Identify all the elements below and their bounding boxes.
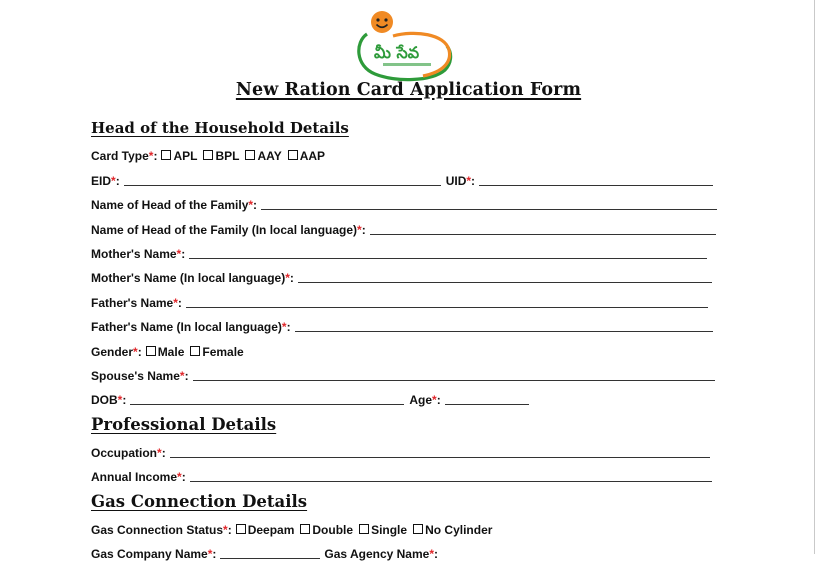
checkbox[interactable]: [359, 524, 369, 534]
smiley-face-icon: [371, 11, 393, 33]
eid-field[interactable]: [124, 185, 441, 186]
eid-label: EID: [91, 174, 112, 188]
card-type-option-aap[interactable]: AAP: [286, 149, 325, 163]
card-type-option-aay[interactable]: AAY: [243, 149, 281, 163]
mother-name-local-field[interactable]: [298, 282, 712, 283]
gas-option-double[interactable]: Double: [298, 523, 353, 537]
dob-age-row: DOB * : Age * :: [91, 389, 529, 407]
occupation-row: Occupation * :: [91, 442, 710, 460]
father-name-local-label: Father's Name (In local language): [91, 320, 282, 334]
head-name-local-field[interactable]: [370, 234, 716, 235]
mee-seva-logo: [353, 8, 457, 84]
checkbox[interactable]: [288, 150, 298, 160]
card-type-label: Card Type: [91, 149, 149, 163]
checkbox[interactable]: [236, 524, 246, 534]
checkbox[interactable]: [190, 346, 200, 356]
occupation-field[interactable]: [170, 457, 710, 458]
gas-company-label: Gas Company Name: [91, 547, 208, 561]
checkbox[interactable]: [413, 524, 423, 534]
uid-label: UID: [445, 174, 467, 188]
gas-company-agency-row: Gas Company Name * : Gas Agency Name * :: [91, 547, 438, 561]
gas-agency-label: Gas Agency Name: [324, 547, 430, 561]
mother-name-local-row: Mother's Name (In local language) * :: [91, 267, 712, 285]
checkbox[interactable]: [146, 346, 156, 356]
head-name-row: Name of Head of the Family * :: [91, 194, 717, 212]
annual-income-field[interactable]: [190, 481, 712, 482]
head-name-field[interactable]: [261, 209, 717, 210]
father-name-field[interactable]: [186, 307, 708, 308]
gas-company-field[interactable]: [220, 558, 320, 559]
mother-name-local-label: Mother's Name (In local language): [91, 271, 286, 285]
checkbox[interactable]: [161, 150, 171, 160]
gas-status-row: Gas Connection Status * : Deepam Double Single No Cylinder: [91, 523, 493, 537]
gas-option-no-cylinder[interactable]: No Cylinder: [411, 523, 492, 537]
gender-row: Gender * : Male Female: [91, 345, 244, 359]
father-name-label: Father's Name: [91, 296, 174, 310]
gender-option-female[interactable]: Female: [188, 345, 243, 359]
spouse-name-field[interactable]: [193, 380, 715, 381]
section-heading-professional: Professional Details: [91, 415, 277, 434]
card-type-option-apl[interactable]: APL: [159, 149, 197, 163]
age-label: Age: [409, 393, 433, 407]
section-heading-gas: Gas Connection Details: [91, 492, 308, 511]
head-name-label: Name of Head of the Family: [91, 198, 249, 212]
gas-option-single[interactable]: Single: [357, 523, 407, 537]
head-name-local-label: Name of Head of the Family (In local language): [91, 223, 358, 237]
dob-field[interactable]: [130, 404, 404, 405]
mother-name-row: Mother's Name * :: [91, 243, 707, 261]
father-name-local-field[interactable]: [295, 331, 713, 332]
spouse-name-row: Spouse's Name * :: [91, 365, 715, 383]
gas-option-deepam[interactable]: Deepam: [234, 523, 295, 537]
gender-label: Gender: [91, 345, 134, 359]
checkbox[interactable]: [300, 524, 310, 534]
uid-field[interactable]: [479, 185, 713, 186]
annual-income-label: Annual Income: [91, 470, 178, 484]
gender-option-male[interactable]: Male: [144, 345, 185, 359]
card-type-option-bpl[interactable]: BPL: [201, 149, 239, 163]
occupation-label: Occupation: [91, 446, 158, 460]
father-name-local-row: Father's Name (In local language) * :: [91, 316, 713, 334]
annual-income-row: Annual Income * :: [91, 466, 712, 484]
dob-label: DOB: [91, 393, 118, 407]
svg-text:మీ సేవ: మీ సేవ: [374, 43, 420, 62]
checkbox[interactable]: [245, 150, 255, 160]
age-field[interactable]: [445, 404, 529, 405]
gas-status-label: Gas Connection Status: [91, 523, 224, 537]
mother-name-label: Mother's Name: [91, 247, 177, 261]
form-title: New Ration Card Application Form: [235, 80, 582, 100]
father-name-row: Father's Name * :: [91, 292, 708, 310]
section-heading-household: Head of the Household Details: [91, 119, 349, 137]
mother-name-field[interactable]: [189, 258, 707, 259]
head-name-local-row: Name of Head of the Family (In local language) * :: [91, 219, 716, 237]
spouse-name-label: Spouse's Name: [91, 369, 180, 383]
eid-uid-row: EID * : UID * :: [91, 170, 713, 188]
card-type-row: Card Type * : APL BPL AAY AAP: [91, 149, 326, 163]
checkbox[interactable]: [203, 150, 213, 160]
